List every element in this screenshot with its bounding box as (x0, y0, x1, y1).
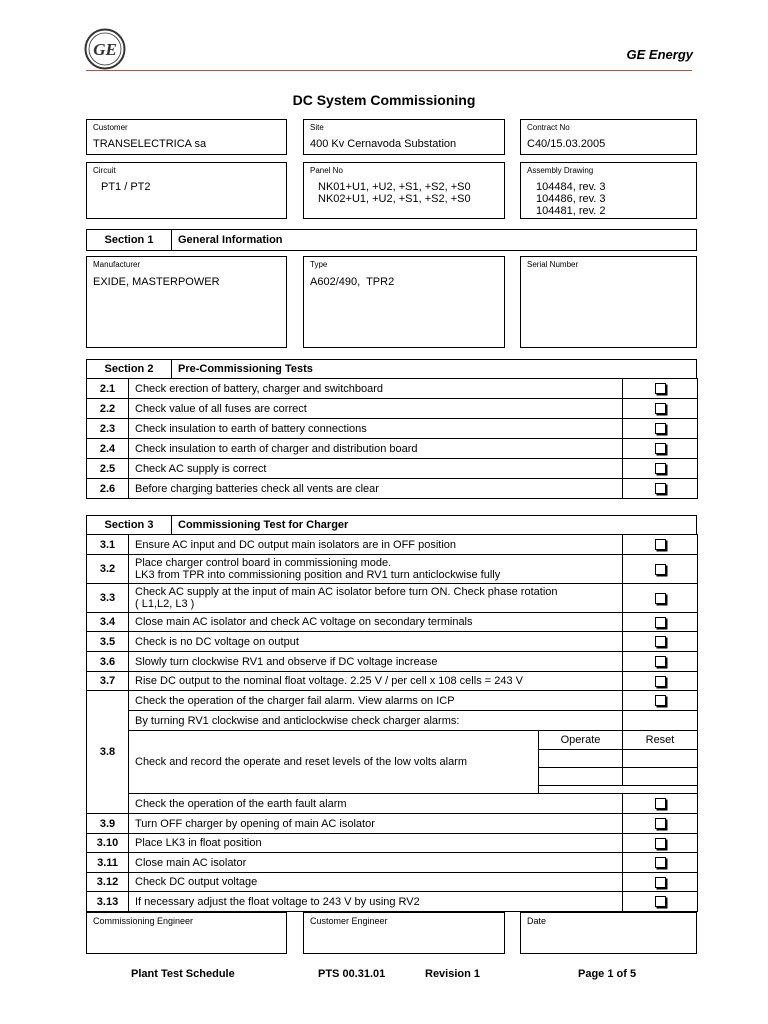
row-number: 2.6 (87, 479, 129, 499)
table-row (87, 479, 698, 499)
site-value: 400 Kv Cernavoda Substation (310, 138, 457, 150)
row-number: 3.2 (87, 555, 129, 584)
type-box (303, 256, 505, 348)
section2-header (86, 359, 697, 379)
contract-box (520, 119, 697, 155)
section2-number: Section 2 (87, 360, 172, 378)
commissioning-engineer-label: Commissioning Engineer (93, 916, 194, 926)
row-number: 2.2 (87, 399, 129, 419)
row-text: Before charging batteries check all vents are clear (129, 479, 623, 499)
row-number: 3.9 (87, 814, 129, 834)
row-text: Check insulation to earth of charger and distribution board (129, 439, 623, 459)
table-row (87, 892, 698, 912)
row-text: By turning RV1 clockwise and anticlockwise check charger alarms: (129, 711, 623, 731)
table-row (87, 834, 698, 853)
site-box (303, 119, 505, 155)
checkbox-icon[interactable] (655, 617, 666, 628)
table-row (87, 794, 698, 814)
section3-title: Commissioning Test for Charger (178, 519, 349, 531)
ge-logo (84, 28, 126, 70)
manufacturer-label: Manufacturer (93, 260, 141, 269)
svg-text:GE: GE (93, 40, 117, 59)
row-text: Close main AC isolator and check AC voltage on secondary terminals (129, 613, 623, 632)
checkbox-cell[interactable] (623, 691, 698, 711)
table-row (87, 535, 698, 555)
row-text-line2: LK3 from TPR into commissioning position and RV1 turn anticlockwise fully (135, 569, 501, 581)
customer-engineer-box[interactable] (303, 912, 505, 954)
section3-table (86, 534, 698, 912)
row-number: 3.5 (87, 632, 129, 652)
row-number: 3.6 (87, 652, 129, 672)
checkbox-cell[interactable] (623, 439, 698, 459)
table-row (87, 632, 698, 652)
table-row (87, 814, 698, 834)
footer-schedule: Plant Test Schedule (131, 968, 235, 980)
row-text: Check is no DC voltage on output (129, 632, 623, 652)
footer-revision: Revision 1 (425, 968, 481, 980)
table-row (87, 613, 698, 632)
section2-title: Pre-Commissioning Tests (178, 363, 313, 375)
manufacturer-box (86, 256, 287, 348)
row-number: 3.7 (87, 672, 129, 691)
checkbox-icon[interactable] (655, 838, 666, 849)
table-row (87, 555, 698, 584)
assembly-value: 104484, rev. 3 104486, rev. 3 104481, rev. 2 (536, 181, 606, 217)
table-row (87, 419, 698, 439)
row-text (129, 555, 623, 584)
circuit-value: PT1 / PT2 (101, 181, 151, 193)
row-text-line2: ( L1,L2, L3 ) (135, 598, 195, 610)
row-text: Slowly turn clockwise RV1 and observe if DC voltage increase (129, 652, 623, 672)
row-text-line1: Place charger control board in commissioning mode. (135, 557, 392, 569)
checkbox-icon[interactable] (655, 564, 666, 575)
serial-box (520, 256, 697, 348)
checkbox-icon[interactable] (655, 383, 666, 394)
row-text: Check DC output voltage (129, 873, 623, 892)
date-label: Date (527, 916, 547, 926)
checkbox-cell[interactable] (623, 379, 698, 399)
checkbox-cell[interactable] (623, 419, 698, 439)
row-text: Rise DC output to the nominal float voltage. 2.25 V / per cell x 108 cells = 243 V (129, 672, 623, 691)
row-number: 3.3 (87, 584, 129, 613)
checkbox-cell[interactable] (623, 535, 698, 555)
row-text: Check and record the operate and reset levels of the low volts alarm (129, 731, 539, 794)
customer-engineer-label: Customer Engineer (310, 916, 388, 926)
table-row (87, 853, 698, 873)
row-text: Place LK3 in float position (129, 834, 623, 853)
row-number: 3.11 (87, 853, 129, 873)
table-row (87, 379, 698, 399)
spacer-cell (623, 786, 698, 794)
checkbox-cell[interactable] (623, 794, 698, 814)
checkbox-cell[interactable] (623, 632, 698, 652)
table-row (87, 873, 698, 892)
footer-page: Page 1 of 5 (578, 968, 637, 980)
operate-header: Operate (539, 731, 623, 750)
customer-label: Customer (93, 123, 128, 132)
checkbox-cell[interactable] (623, 892, 698, 912)
section3-header (86, 515, 697, 535)
section1-number: Section 1 (87, 230, 172, 250)
table-row (87, 731, 698, 750)
checkbox-cell[interactable] (623, 873, 698, 892)
checkbox-icon[interactable] (655, 656, 666, 667)
checkbox-cell[interactable] (623, 555, 698, 584)
checkbox-cell[interactable] (623, 672, 698, 691)
panel-value: NK01+U1, +U2, +S1, +S2, +S0 NK02+U1, +U2, +S1, +S2, +S0 (318, 181, 471, 205)
row-text: If necessary adjust the float voltage to 243 V by using RV2 (129, 892, 623, 912)
row-number: 2.4 (87, 439, 129, 459)
type-label: Type (310, 260, 328, 269)
row-number: 2.3 (87, 419, 129, 439)
spacer-cell (539, 786, 623, 794)
row-number: 3.13 (87, 892, 129, 912)
checkbox-icon[interactable] (655, 443, 666, 454)
circuit-box (86, 162, 287, 219)
row-text-line1: Check AC supply at the input of main AC isolator before turn ON. Check phase rotation (135, 586, 558, 598)
checkbox-icon[interactable] (655, 423, 666, 434)
checkbox-icon[interactable] (655, 695, 666, 706)
checkbox-cell[interactable] (623, 613, 698, 632)
table-row (87, 652, 698, 672)
table-row (87, 691, 698, 711)
section2-table (86, 378, 698, 499)
site-label: Site (310, 123, 324, 132)
serial-label: Serial Number (527, 260, 579, 269)
section3-number: Section 3 (87, 516, 172, 534)
reset-value-cell[interactable] (623, 750, 698, 768)
checkbox-cell[interactable] (623, 652, 698, 672)
header-divider (86, 70, 692, 71)
table-row (87, 672, 698, 691)
row-text: Check value of all fuses are correct (129, 399, 623, 419)
table-row (87, 439, 698, 459)
row-number: 3.1 (87, 535, 129, 555)
row-number: 3.12 (87, 873, 129, 892)
row-text: Close main AC isolator (129, 853, 623, 873)
row-text: Check erection of battery, charger and switchboard (129, 379, 623, 399)
customer-box (86, 119, 287, 155)
checkbox-cell[interactable] (623, 479, 698, 499)
panel-box (303, 162, 505, 219)
checkbox-icon[interactable] (655, 896, 666, 907)
operate-value-cell[interactable] (539, 768, 623, 786)
reset-header: Reset (623, 731, 698, 750)
checkbox-icon[interactable] (655, 403, 666, 414)
row-text: Ensure AC input and DC output main isolators are in OFF position (129, 535, 623, 555)
checkbox-icon[interactable] (655, 593, 666, 604)
row-text: Check AC supply is correct (129, 459, 623, 479)
commissioning-engineer-box[interactable] (86, 912, 287, 954)
contract-label: Contract No (527, 123, 570, 132)
page-footer (0, 968, 768, 982)
checkbox-icon[interactable] (655, 857, 666, 868)
section1-title: General Information (178, 234, 283, 246)
customer-value: TRANSELECTRICA sa (93, 138, 207, 150)
checkbox-icon[interactable] (655, 877, 666, 888)
assembly-box (520, 162, 697, 219)
row-text: Check the operation of the charger fail alarm. View alarms on ICP (129, 691, 623, 711)
checkbox-cell[interactable] (623, 399, 698, 419)
reset-value-cell[interactable] (623, 768, 698, 786)
panel-label: Panel No (310, 166, 343, 175)
row-number: 3.4 (87, 613, 129, 632)
footer-doc-number: PTS 00.31.01 (318, 968, 386, 980)
checkbox-cell[interactable] (623, 459, 698, 479)
row-text: Turn OFF charger by opening of main AC isolator (129, 814, 623, 834)
checkbox-icon[interactable] (655, 798, 666, 809)
row-number: 2.5 (87, 459, 129, 479)
manufacturer-value: EXIDE, MASTERPOWER (93, 276, 220, 288)
circuit-label: Circuit (93, 166, 116, 175)
table-row (87, 399, 698, 419)
row-number: 3.10 (87, 834, 129, 853)
checkbox-cell[interactable] (623, 814, 698, 834)
row-text (129, 584, 623, 613)
checkbox-icon[interactable] (655, 539, 666, 550)
checkbox-icon[interactable] (655, 483, 666, 494)
brand-name: GE Energy (626, 47, 693, 62)
checkbox-cell[interactable] (623, 584, 698, 613)
operate-value-cell[interactable] (539, 750, 623, 768)
checkbox-cell[interactable] (623, 834, 698, 853)
empty-cell (623, 711, 698, 731)
contract-value: C40/15.03.2005 (527, 138, 606, 150)
page-title: DC System Commissioning (292, 92, 476, 108)
checkbox-icon[interactable] (655, 676, 666, 687)
checkbox-icon[interactable] (655, 636, 666, 647)
row-number: 3.8 (87, 691, 129, 814)
type-value: A602/490, TPR2 (310, 276, 395, 288)
date-box[interactable] (520, 912, 697, 954)
table-row (87, 459, 698, 479)
checkbox-cell[interactable] (623, 853, 698, 873)
table-row (87, 711, 698, 731)
row-number: 2.1 (87, 379, 129, 399)
checkbox-icon[interactable] (655, 463, 666, 474)
section1-header (86, 229, 697, 251)
table-row (87, 584, 698, 613)
checkbox-icon[interactable] (655, 818, 666, 829)
assembly-label: Assembly Drawing (527, 166, 594, 175)
row-text: Check the operation of the earth fault alarm (129, 794, 623, 814)
row-text: Check insulation to earth of battery connections (129, 419, 623, 439)
